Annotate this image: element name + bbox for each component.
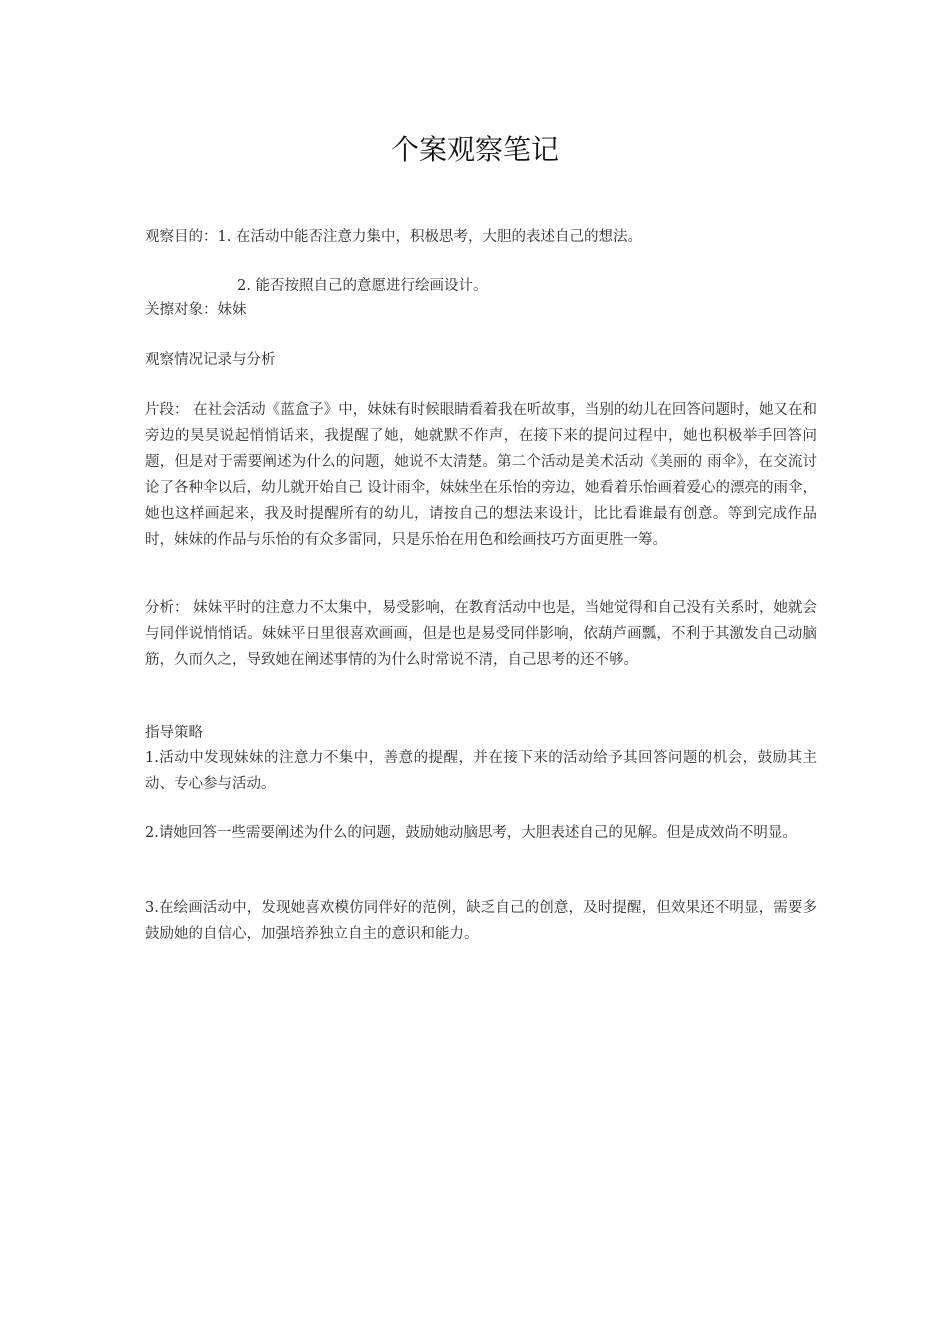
purpose-line-1: 观察目的：1. 在活动中能否注意力集中，积极思考，大胆的表述自己的想法。 — [145, 229, 642, 245]
segment-paragraph: 片段： 在社会活动《蓝盒子》中，妹妹有时候眼睛看着我在听故事，当别的幼儿在回答问题时，她又在和旁边的昊昊说起悄悄话来，我提醒了她，她就默不作声，在接下来的提问过程中，她也积极举手回答问题，但是对于需要阐述为什么的问题，她说不太清楚。第二个活动是美术活动《美丽的 雨伞》，在交流讨论了各种伞以后，幼儿就开始自己 设计雨伞，妹妹坐在乐怡的旁边，她看着乐怡画着爱心的漂亮的雨伞，她也这样画起来，我及时提醒所有的幼儿，请按自己的想法来设计，比比看谁最有创意。等到完成作品时，妹妹的作品与乐怡的有众多雷同，只是乐怡在用色和绘画技巧方面更胜一筹。 — [145, 402, 817, 548]
observation-subject: 关擦对象：妹妹 — [145, 302, 247, 318]
strategy-item-2: 2.请她回答一些需要阐述为什么的问题，鼓励她动脑思考，大胆表述自己的见解。但是成效尚不明显。 — [145, 825, 797, 841]
document-title: 个案观察笔记 — [390, 133, 559, 166]
purpose-line-2: 2. 能否按照自己的意愿进行绘画设计。 — [237, 278, 488, 294]
analysis-paragraph: 分析： 妹妹平时的注意力不太集中，易受影响，在教育活动中也是，当她觉得和自己没有关系时，她就会与同伴说悄悄话。妹妹平日里很喜欢画画，但是也是易受同伴影响，依葫芦画瓢，不利于其激发自己动脑筋，久而久之，导致她在阐述事情的为什么时常说不清，自己思考的还不够。 — [145, 600, 817, 668]
record-heading: 观察情况记录与分析 — [145, 352, 276, 368]
strategy-item-3: 3.在绘画活动中，发现她喜欢模仿同伴好的范例，缺乏自己的创意，及时提醒，但效果还不明显，需要多鼓励她的自信心，加强培养独立自主的意识和能力。 — [145, 900, 817, 942]
strategy-heading: 指导策略 — [145, 725, 203, 741]
strategy-item-1: 1.活动中发现妹妹的注意力不集中，善意的提醒，并在接下来的活动给予其回答问题的机会，鼓励其主动、专心参与活动。 — [145, 750, 817, 792]
